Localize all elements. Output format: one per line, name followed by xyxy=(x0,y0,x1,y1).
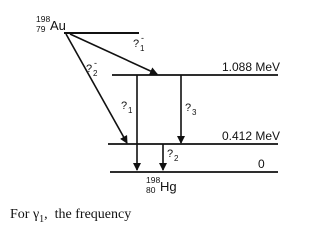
au-mass-number: 198 xyxy=(36,14,51,24)
beta2-label xyxy=(86,58,98,78)
beta2-prefix: ? xyxy=(86,63,93,75)
gamma3-label xyxy=(185,102,197,117)
question-caption xyxy=(10,207,280,225)
hg-atomic-number: 80 xyxy=(146,185,156,195)
beta1-prefix: ? xyxy=(133,38,140,50)
beta2-subscript: 2 xyxy=(93,69,98,78)
hg-mass-number: 198 xyxy=(146,175,161,185)
gamma1-label xyxy=(121,100,133,115)
gamma1-subscript: 1 xyxy=(128,106,133,115)
ground-level-label: 0 xyxy=(258,157,265,171)
caption-gamma-symbol: γ xyxy=(32,207,40,222)
caption-prefix: For xyxy=(10,207,33,222)
gamma2-prefix: ? xyxy=(167,148,174,160)
level-1088-label: 1.088 MeV xyxy=(222,60,281,74)
beta2-bar: - xyxy=(94,58,97,68)
hg-nuclide-label xyxy=(146,175,177,195)
au-symbol: Au xyxy=(50,18,66,33)
gamma3-subscript: 3 xyxy=(192,108,197,117)
caption-gamma-subscript: 1 xyxy=(39,213,45,225)
beta1-label xyxy=(133,33,145,53)
gamma1-prefix: ? xyxy=(121,100,128,112)
beta2-arrow xyxy=(66,34,127,143)
gamma2-subscript: 2 xyxy=(174,154,179,163)
level-0412-label: 0.412 MeV xyxy=(222,129,281,143)
hg-symbol: Hg xyxy=(160,179,177,194)
gamma2-label xyxy=(167,148,179,163)
au-nuclide-label xyxy=(36,14,66,34)
au-atomic-number: 79 xyxy=(36,24,46,34)
gamma3-prefix: ? xyxy=(185,102,192,114)
caption-suffix: , the frequency xyxy=(44,207,132,222)
beta1-subscript: 1 xyxy=(140,44,145,53)
beta1-bar: - xyxy=(141,33,144,43)
